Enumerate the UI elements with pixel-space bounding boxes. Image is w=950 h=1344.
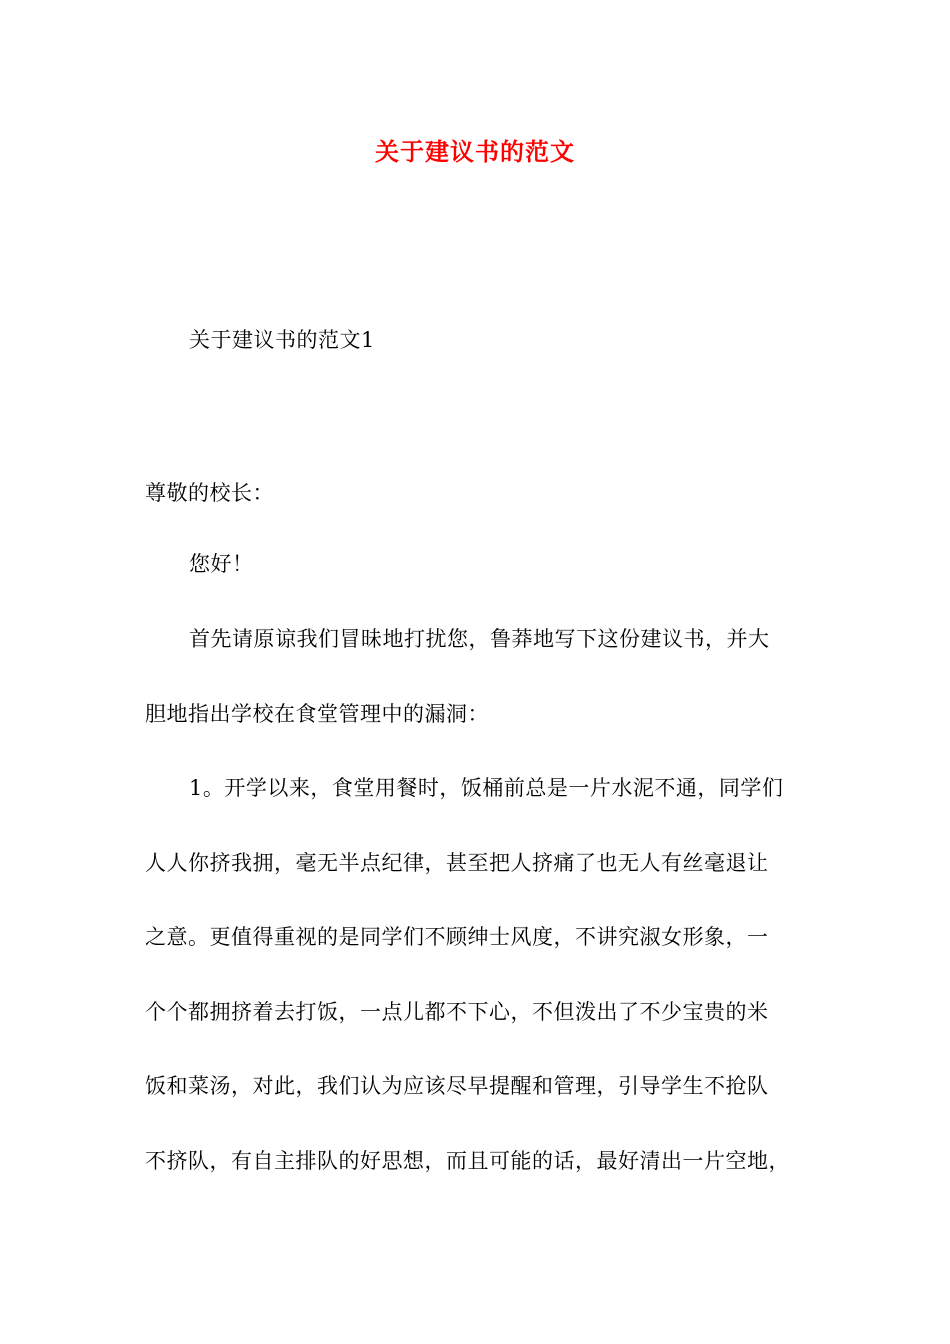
greeting: 您好！ <box>189 552 254 576</box>
paragraph-line: 首先请原谅我们冒昧地打扰您，鲁莽地写下这份建议书，并大 <box>189 627 770 651</box>
section-heading: 关于建议书的范文1 <box>189 328 375 352</box>
paragraph-line: 之意。更值得重视的是同学们不顾绅士风度，不讲究淑女形象，一 <box>145 925 769 949</box>
salutation: 尊敬的校长： <box>145 481 274 505</box>
paragraph-line: 人人你挤我拥，毫无半点纪律，甚至把人挤痛了也无人有丝毫退让 <box>145 851 769 875</box>
paragraph-line: 不挤队，有自主排队的好思想，而且可能的话，最好清出一片空地， <box>145 1149 790 1173</box>
paragraph-line: 饭和菜汤，对此，我们认为应该尽早提醒和管理，引导学生不抢队 <box>145 1074 769 1098</box>
paragraph-line: 个个都拥挤着去打饭，一点儿都不下心，不但泼出了不少宝贵的米 <box>145 1000 769 1024</box>
paragraph-line: 胆地指出学校在食堂管理中的漏洞： <box>145 702 489 726</box>
document-title: 关于建议书的范文 <box>375 137 575 166</box>
paragraph-line: 1。开学以来，食堂用餐时，饭桶前总是一片水泥不通，同学们 <box>189 776 784 800</box>
